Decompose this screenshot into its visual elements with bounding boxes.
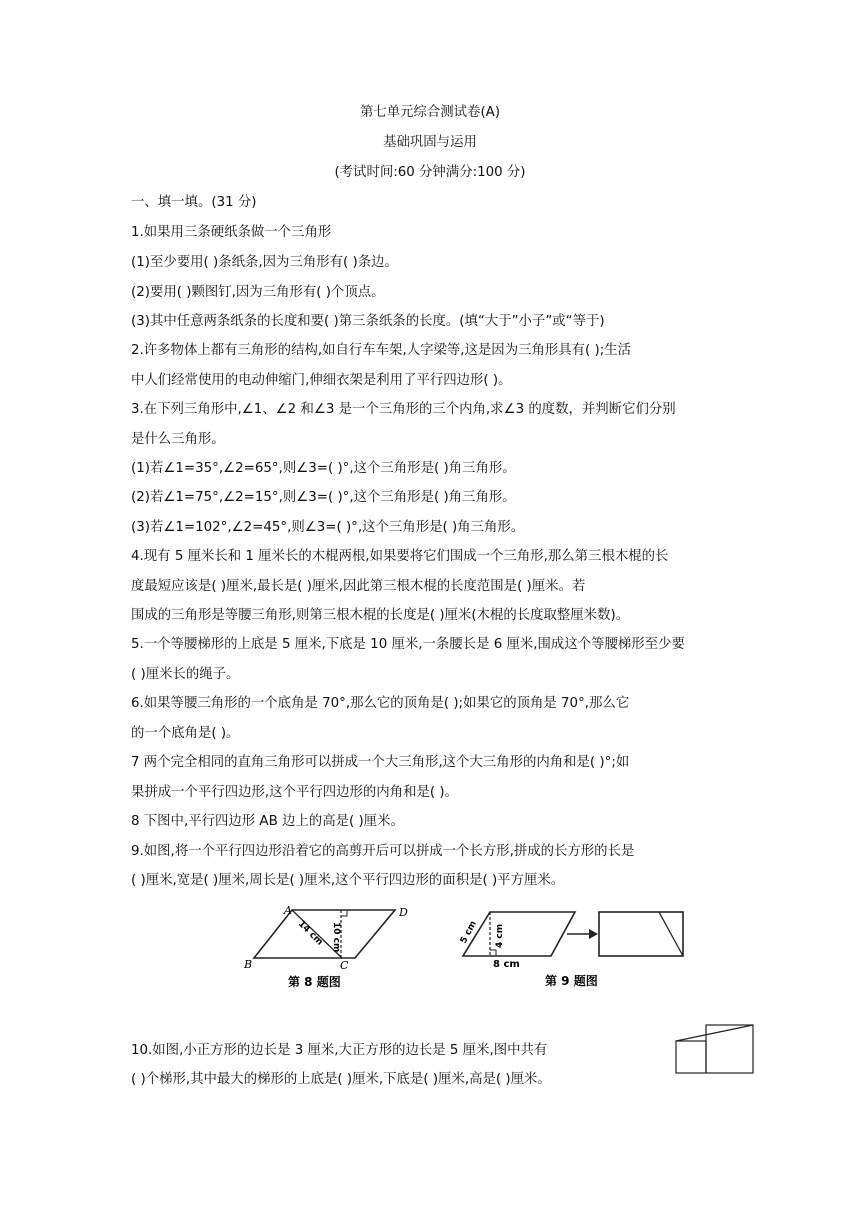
label-14cm: 14 cm: [295, 919, 325, 948]
question-4-line-2: 度最短应该是( )厘米,最长是( )厘米,因此第三根木棍的长度范围是( )厘米。若: [131, 579, 586, 594]
label-5cm: 5 cm: [458, 919, 479, 946]
question-1-part-2: (2)要用( )颗图钉,因为三角形有( )个顶点。: [131, 285, 385, 300]
question-10-line-2: ( )个梯形,其中最大的梯形的上底是( )厘米,下底是( )厘米,高是( )厘米。: [131, 1072, 551, 1087]
label-b: B: [244, 958, 253, 971]
label-4cm: 4 cm: [495, 923, 505, 948]
question-4-line-1: 4.现有 5 厘米长和 1 厘米长的木棍两根,如果要将它们围成一个三角形,那么第三根木棍的长: [131, 549, 669, 564]
question-3-line-2: 是什么三角形。: [131, 432, 225, 447]
question-3-part-2: (2)若∠1=75°,∠2=15°,则∠3=( )°,这个三角形是( )角三角形。: [131, 490, 516, 505]
question-8: 8 下图中,平行四边形 AB 边上的高是( )厘米。: [131, 814, 404, 829]
label-8cm: 8 cm: [493, 959, 520, 970]
label-d: D: [399, 906, 408, 919]
diagonal-line: [676, 1025, 753, 1041]
question-6-line-1: 6.如果等腰三角形的一个底角是 70°,那么它的顶角是( );如果它的顶角是 70°,那么它: [131, 696, 630, 711]
question-5-line-1: 5.一个等腰梯形的上底是 5 厘米,下底是 10 厘米,一条腰长是 6 厘米,围成这个等腰梯形至少要: [131, 637, 685, 652]
question-6-line-2: 的一个底角是( )。: [131, 726, 240, 741]
question-2-line-1: 2.许多物体上都有三角形的结构,如自行车车架,人字梁等,这是因为三角形具有( );生活: [131, 343, 632, 358]
figure-9-caption: 第 9 题图: [545, 974, 598, 988]
section-heading: 一、填一填。(31 分): [131, 195, 257, 210]
question-3-part-1: (1)若∠1=35°,∠2=65°,则∠3=( )°,这个三角形是( )角三角形。: [131, 461, 516, 476]
page-title: 第七单元综合测试卷(A): [359, 105, 501, 120]
figure-9: [455, 906, 695, 992]
arrow-icon: [589, 929, 598, 939]
question-1-stem: 1.如果用三条硬纸条做一个三角形: [131, 225, 332, 240]
large-square: [706, 1025, 753, 1073]
figure-8: [240, 902, 440, 994]
parallelogram: [463, 912, 575, 956]
small-square: [676, 1041, 706, 1073]
label-c: C: [340, 959, 349, 972]
question-3-part-3: (3)若∠1=102°,∠2=45°,则∠3=( )°,这个三角形是( )角三角形。: [131, 520, 525, 535]
cut-line: [659, 912, 683, 956]
exam-info: (考试时间:60 分钟满分:100 分): [334, 165, 526, 180]
right-angle-mark: [341, 910, 347, 916]
parallelogram-abcd: [254, 910, 395, 958]
question-1-part-3: (3)其中任意两条纸条的长度和要( )第三条纸条的长度。(填“大于”小子”或“等于): [131, 314, 605, 329]
page-subtitle: 基础巩固与运用: [383, 135, 477, 150]
question-1-part-1: (1)至少要用( )条纸条,因为三角形有( )条边。: [131, 255, 398, 270]
question-2-line-2: 中人们经常使用的电动伸缩门,伸细衣架是利用了平行四边形( )。: [131, 373, 512, 388]
figure-10: [672, 1024, 756, 1076]
question-9-line-1: 9.如图,将一个平行四边形沿着它的高剪开后可以拼成一个长方形,拼成的长方形的长是: [131, 844, 635, 859]
label-a: A: [284, 904, 292, 917]
question-9-line-2: ( )厘米,宽是( )厘米,周长是( )厘米,这个平行四边形的面积是( )平方厘米。: [131, 873, 565, 888]
question-7-line-1: 7 两个完全相同的直角三角形可以拼成一个大三角形,这个大三角形的内角和是( )°;如: [131, 755, 630, 770]
question-5-line-2: ( )厘米长的绳子。: [131, 667, 240, 682]
question-3-line-1: 3.在下列三角形中,∠1、∠2 和∠3 是一个三角形的三个内角,求∠3 的度数，并判断它们分别: [131, 402, 676, 417]
label-10cm: 10 cm: [331, 922, 341, 953]
question-4-line-3: 围成的三角形是等腰三角形,则第三根木棍的长度是( )厘米(木棍的长度取整厘米数)。: [131, 608, 630, 623]
figure-8-caption: 第 8 题图: [288, 975, 341, 989]
question-7-line-2: 果拼成一个平行四边形,这个平行四边形的内角和是( )。: [131, 785, 458, 800]
right-angle-mark: [490, 950, 496, 956]
question-10-line-1: 10.如图,小正方形的边长是 3 厘米,大正方形的边长是 5 厘米,图中共有: [131, 1043, 548, 1058]
